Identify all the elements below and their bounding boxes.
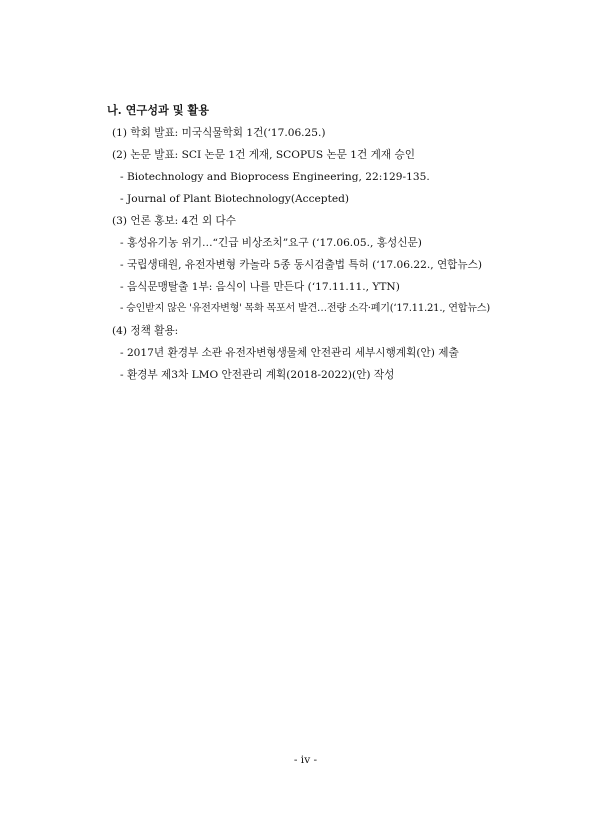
item-3-press-2: - 국립생태원, 유전자변형 카놀라 5종 동시검출법 특허 (‘17.06.22., 연합뉴스) [120, 259, 483, 271]
item-2-paper-2: - Journal of Plant Biotechnology(Accepted) [120, 193, 350, 205]
item-3-press: (3) 언론 홍보: 4건 외 다수 [112, 215, 237, 227]
item-3-press-3: - 음식문맹탈출 1부: 음식이 나를 만든다 (‘17.11.11., YTN) [120, 281, 400, 293]
item-4-policy-1: - 2017년 환경부 소관 유전자변형생물체 안전관리 세부시행계획(안) 제출 [120, 347, 459, 359]
item-4-policy: (4) 정책 활용: [112, 325, 179, 337]
item-1-conference: (1) 학회 발표: 미국식물학회 1건(‘17.06.25.) [112, 127, 326, 139]
item-3-press-1: - 홍성유기농 위기…“긴급 비상조치”요구 (‘17.06.05., 홍성신문) [120, 237, 422, 249]
item-2-paper-1: - Biotechnology and Bioprocess Engineering, 22:129-135. [120, 171, 430, 183]
section-heading: 나. 연구성과 및 활용 [107, 103, 210, 117]
page-number: - iv - [293, 754, 318, 766]
item-3-press-4: - 승인받지 않은 '유전자변형' 목화 목포서 발견…전량 소각·폐기(‘17.11.21., 연합뉴스) [120, 303, 490, 314]
item-2-papers: (2) 논문 발표: SCI 논문 1건 게재, SCOPUS 논문 1건 게재 승인 [112, 149, 415, 161]
item-4-policy-2: - 환경부 제3차 LMO 안전관리 계획(2018-2022)(안) 작성 [120, 369, 395, 381]
